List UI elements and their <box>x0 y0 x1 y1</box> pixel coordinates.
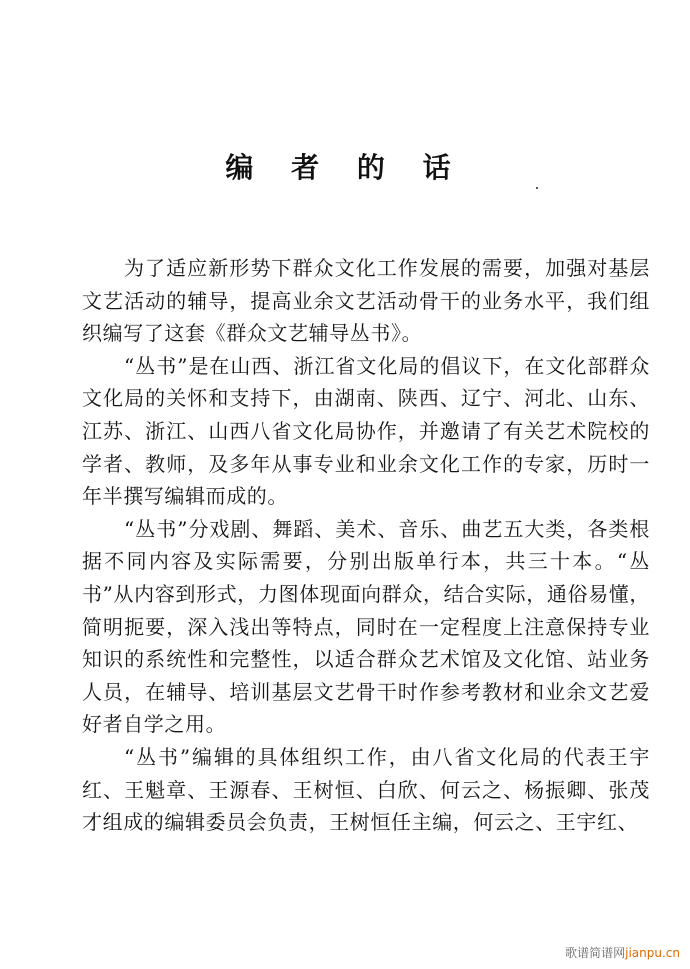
page-title: 编 者 的 话 <box>225 151 465 184</box>
site-watermark <box>565 944 680 961</box>
print-speck <box>536 187 538 189</box>
body-text <box>82 252 650 839</box>
paragraph-1: 为了适应新形势下群众文化工作发展的需要，加强对基层文艺活动的辅导，提高业余文艺活动骨干的业务水平，我们组织编写了这套《群众文艺辅导丛书》。 <box>82 256 650 346</box>
paragraph-3: “丛书”分戏剧、舞蹈、美术、音乐、曲艺五大类，各类根据不同内容及实际需要，分别出版单行本，共三十本。“丛书”从内容到形式，力图体现面向群众，结合实际，通俗易懂，简明扼要，深入浅出等特点，同时在一定程度上注意保持专业知识的系统性和完整性，以适合群众艺术馆及文化馆、站业务人员，在辅导、培训基层文艺骨干时作参考教材和业余文艺爱好者自学之用。 <box>82 516 650 737</box>
paragraph-2: “丛书”是在山西、浙江省文化局的倡议下，在文化部群众文化局的关怀和支持下，由湖南、陕西、辽宁、河北、山东、江苏、浙江、山西八省文化局协作，并邀请了有关艺术院校的学者、教师，及多年从事专业和业余文化工作的专家，历时一年半撰写编辑而成的。 <box>82 353 650 509</box>
watermark-site-name: 歌谱简谱网 <box>565 946 626 960</box>
paragraph-4: “丛书”编辑的具体组织工作，由八省文化局的代表王宇红、王魁章、王源春、王树恒、白欣、何云之、杨振卿、张茂才组成的编辑委员会负责，王树恒任主编，何云之、王宇红、 <box>82 744 650 835</box>
watermark-site-url: jianpu.cn <box>625 946 680 960</box>
